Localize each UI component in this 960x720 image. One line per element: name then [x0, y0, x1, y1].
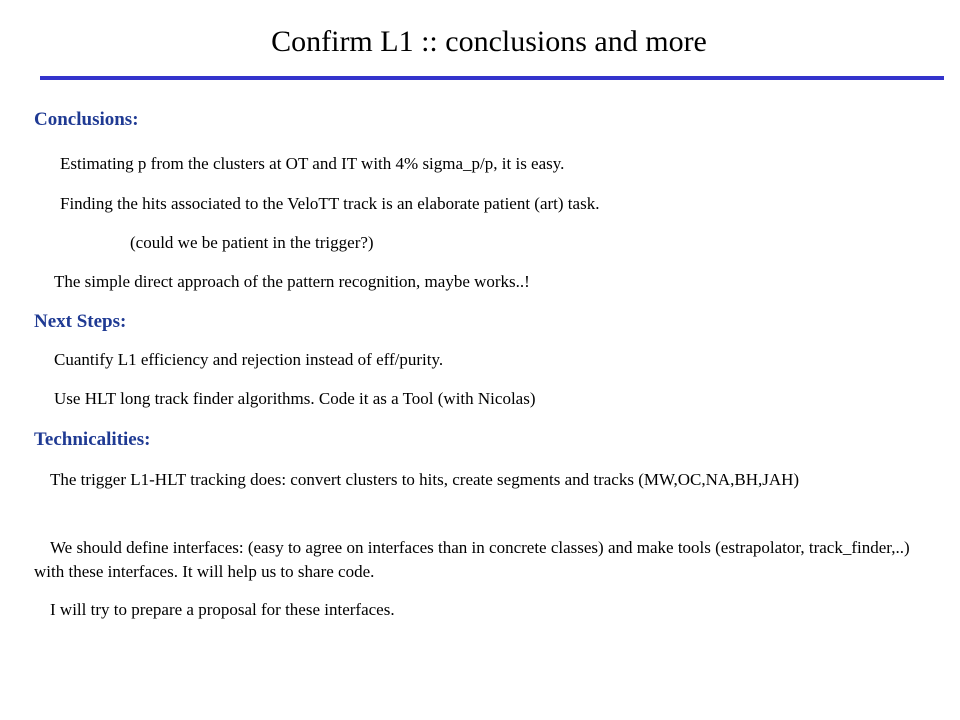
conclusions-item-4: The simple direct approach of the pattern recognition, maybe works..!	[54, 272, 530, 291]
next-steps-item-1: Cuantify L1 efficiency and rejection instead of eff/purity.	[54, 350, 444, 369]
title-divider	[40, 76, 944, 80]
conclusions-item-2: Finding the hits associated to the VeloTT track is an elaborate patient (art) task.	[60, 194, 600, 213]
technicalities-item-1: The trigger L1-HLT tracking does: convert clusters to hits, create segments and tracks (MW,OC,NA,BH,JAH)	[50, 470, 800, 489]
slide-title: Confirm L1 :: conclusions and more	[271, 25, 707, 58]
technicalities-heading: Technicalities:	[34, 429, 151, 450]
conclusions-item-1: Estimating p from the clusters at OT and IT with 4% sigma_p/p, it is easy.	[60, 154, 565, 173]
conclusions-heading: Conclusions:	[34, 109, 139, 130]
technicalities-item-2: We should define interfaces: (easy to agree on interfaces than in concrete classes) and make tools (estrapolator, track_finder,..) with these interfaces. It will help us to share code.	[34, 538, 910, 581]
conclusions-item-3: (could we be patient in the trigger?)	[130, 233, 374, 252]
technicalities-item-3: I will try to prepare a proposal for these interfaces.	[50, 600, 395, 619]
next-steps-heading: Next Steps:	[34, 311, 127, 332]
next-steps-item-2: Use HLT long track finder algorithms. Code it as a Tool (with Nicolas)	[54, 389, 536, 408]
